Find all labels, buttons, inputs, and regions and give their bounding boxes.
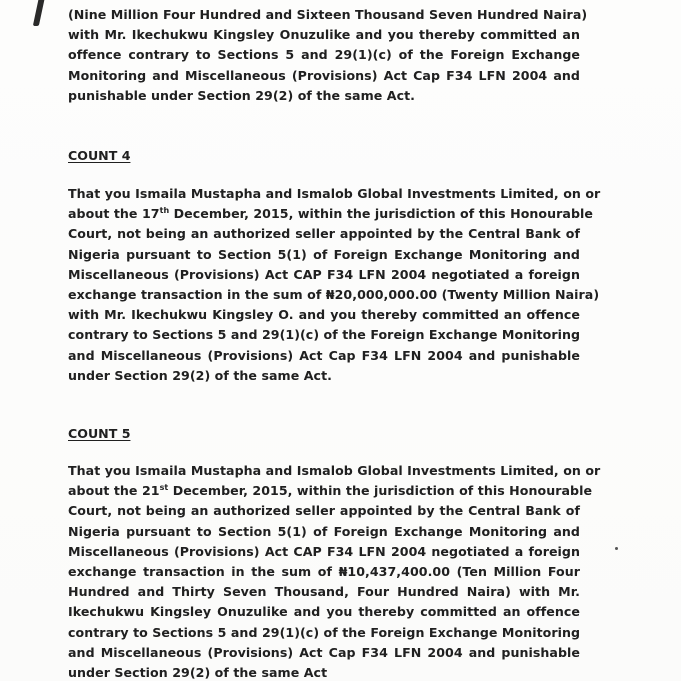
top-paragraph bbox=[68, 5, 588, 106]
paragraph-line: That you Ismaila Mustapha and Ismalob Global Investments Limited, on or bbox=[68, 186, 601, 201]
paragraph-line: Court, not being an authorized seller appointed by the Central Bank of bbox=[68, 503, 580, 519]
paragraph-line: and Miscellaneous (Provisions) Act Cap F34 LFN 2004 and punishable bbox=[68, 347, 580, 363]
paragraph-line: contrary to Sections 5 and 29(1)(c) of the Foreign Exchange Monitoring bbox=[68, 327, 581, 343]
ordinal-suffix: th bbox=[159, 206, 170, 215]
paragraph-line: contrary to Sections 5 and 29(1)(c) of the Foreign Exchange Monitoring bbox=[68, 624, 581, 640]
ordinal-suffix: st bbox=[159, 483, 169, 492]
paragraph-line: Court, not being an authorized seller appointed by the Central Bank of bbox=[68, 226, 580, 242]
count-4-paragraph bbox=[68, 184, 601, 386]
line-text: December, 2015, within the jurisdiction of this Honourable bbox=[169, 206, 593, 222]
paragraph-line: exchange transaction in the sum of ₦10,437,400.00 (Ten Million Four bbox=[68, 563, 580, 579]
paragraph-line: with Mr. Ikechukwu Kingsley Onuzulike and you thereby committed an bbox=[68, 27, 580, 43]
page-edge-mark bbox=[33, 0, 45, 26]
paragraph-line: Nigeria pursuant to Section 5(1) of Foreign Exchange Monitoring and bbox=[68, 523, 580, 539]
paragraph-line: offence contrary to Sections 5 and 29(1)(c) of the Foreign Exchange bbox=[68, 47, 580, 63]
paragraph-line: Nigeria pursuant to Section 5(1) of Foreign Exchange Monitoring and bbox=[68, 246, 580, 262]
scan-speck bbox=[615, 547, 618, 550]
count-5-heading: COUNT 5 bbox=[68, 426, 131, 441]
paragraph-line: under Section 29(2) of the same Act. bbox=[68, 367, 332, 383]
count-4-heading: COUNT 4 bbox=[68, 148, 131, 163]
line-text: December, 2015, within the jurisdiction of this Honourable bbox=[168, 483, 593, 499]
paragraph-line: That you Ismaila Mustapha and Ismalob Global Investments Limited, on or bbox=[68, 463, 601, 478]
paragraph-line: (Nine Million Four Hundred and Sixteen Thousand Seven Hundred Naira) bbox=[68, 7, 588, 22]
paragraph-line: Hundred and Thirty Seven Thousand, Four Hundred Naira) with Mr. bbox=[68, 584, 580, 600]
paragraph-line: Miscellaneous (Provisions) Act CAP F34 LFN 2004 negotiated a foreign bbox=[68, 543, 580, 559]
line-text: about the 21 bbox=[68, 483, 160, 499]
paragraph-line: with Mr. Ikechukwu Kingsley O. and you thereby committed an offence bbox=[68, 307, 580, 323]
line-text: about the 17 bbox=[68, 206, 160, 222]
paragraph-line: and Miscellaneous (Provisions) Act Cap F34 LFN 2004 and punishable bbox=[68, 644, 580, 660]
paragraph-line: Miscellaneous (Provisions) Act CAP F34 LFN 2004 negotiated a foreign bbox=[68, 266, 580, 282]
paragraph-line: Ikechukwu Kingsley Onuzulike and you thereby committed an offence bbox=[68, 604, 580, 620]
paragraph-line: exchange transaction in the sum of ₦20,000,000.00 (Twenty Million Naira) bbox=[68, 286, 600, 302]
paragraph-line: Monitoring and Miscellaneous (Provisions) Act Cap F34 LFN 2004 and bbox=[68, 67, 580, 83]
paragraph-line bbox=[68, 481, 593, 501]
paragraph-line: punishable under Section 29(2) of the same Act. bbox=[68, 87, 415, 103]
count-5-paragraph bbox=[68, 461, 601, 683]
paragraph-line bbox=[68, 204, 593, 224]
paragraph-line: under Section 29(2) of the same Act bbox=[68, 664, 328, 680]
